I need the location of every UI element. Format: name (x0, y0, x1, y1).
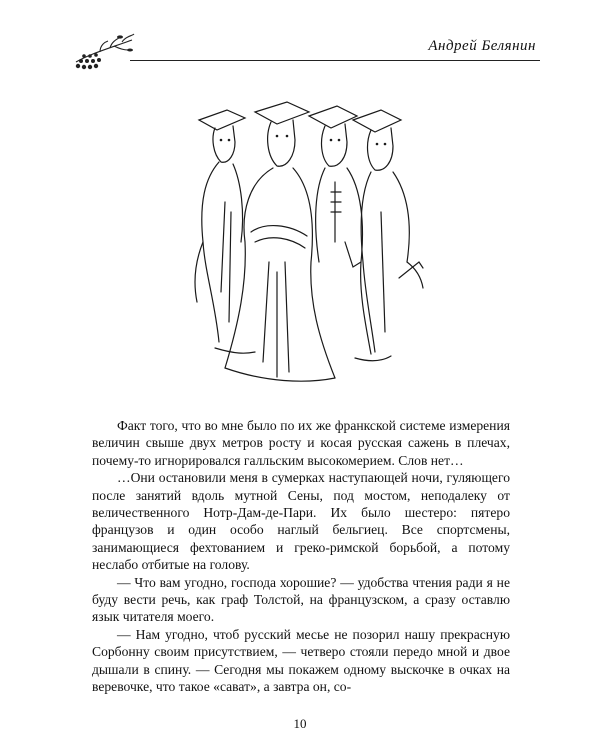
paragraph-3: — Что вам угодно, господа хорошие? — удобства чтения ради я не буду вести речь, как граф Толстой, на французском, а сразу оставлю язык читателя моего. (92, 574, 510, 625)
paragraph-1: Факт того, что во мне было по их же франкской системе измерения величин свыше двух метров росту и косая русская сажень в плечах, почему-то игнорировался галльским высокомерием. Слов нет… (92, 418, 510, 468)
floral-ornament-icon (70, 32, 138, 72)
header-rule (130, 60, 540, 61)
paragraph-2: …Они остановили меня в сумерках наступающей ночи, гуляющего после занятий вдоль мутной Сены, под мостом, неподалеку от величественного Нотр-Дам-де-Пари. Их было шестеро: пятеро французов и один особо наглый бельгиец. Все спортсмены, занимающиеся фехтованием и греко-римской борьбой, а потому неслабо отбитые на голову. (92, 470, 510, 573)
page-header (70, 32, 540, 72)
illustration-four-students-icon (185, 92, 425, 392)
running-head: Андрей Белянин (428, 38, 536, 54)
paragraph-4: — Нам угодно, чтоб русский месье не позорил нашу прекрасную Сорбонну своим присутствием, — четверо стояли передо мной и двое дышали в спину. — Сегодня мы покажем одному выскочке в очках на веревочке, что такое «сават», а завтра он, со- (92, 626, 510, 695)
page-number: 10 (293, 716, 307, 731)
body-text (92, 417, 510, 696)
